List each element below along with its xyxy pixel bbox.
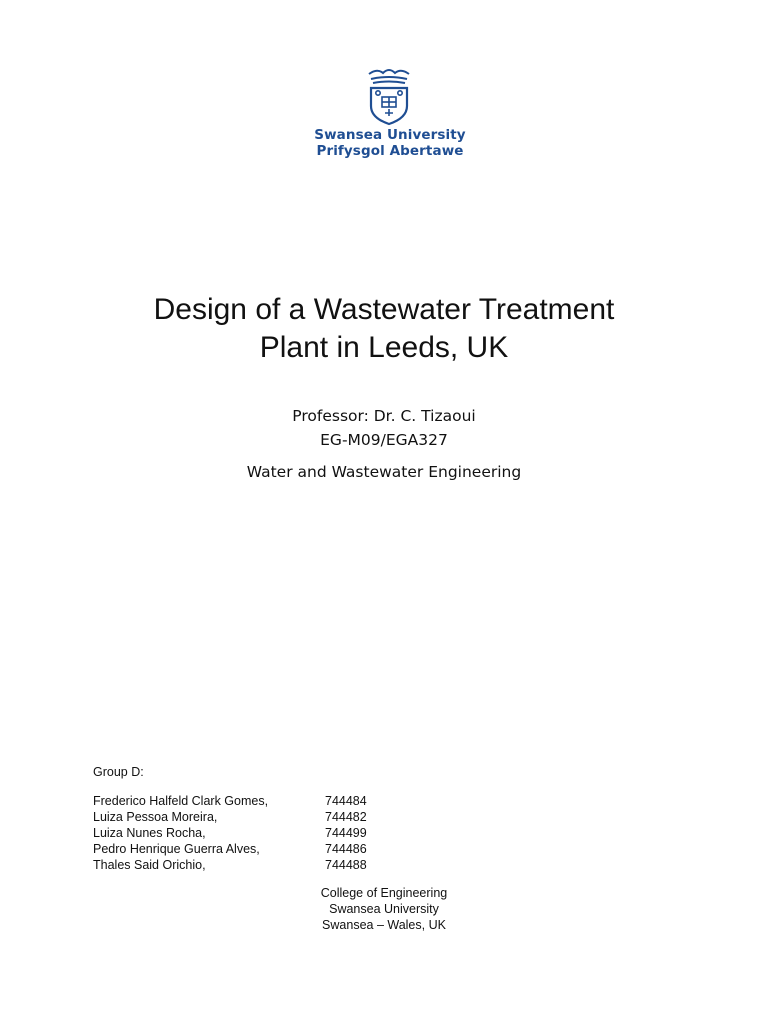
member-id: 744484 [325,794,367,808]
course-name: Water and Wastewater Engineering [246,463,522,481]
member-row [93,809,413,825]
university-crest-icon [363,64,415,126]
member-id: 744499 [325,826,367,840]
member-name: Frederico Halfeld Clark Gomes, [93,794,269,808]
institution-block [284,885,484,933]
university-name-english: Swansea University [314,127,466,143]
member-id: 744488 [325,858,367,872]
title-line-2: Plant in Leeds, UK [259,331,509,364]
title-line-1: Design of a Wastewater Treatment [153,293,615,326]
member-row [93,793,413,809]
member-row [93,857,413,873]
professor-line: Professor: Dr. C. Tizaoui [292,407,476,425]
group-label: Group D: [93,765,144,779]
course-code: EG-M09/EGA327 [320,431,448,449]
member-name: Pedro Henrique Guerra Alves, [93,842,260,856]
member-name: Luiza Pessoa Moreira, [93,810,218,824]
member-name: Thales Said Orichio, [93,858,206,872]
member-id: 744482 [325,810,367,824]
document-title [84,291,684,367]
university-name-welsh: Prifysgol Abertawe [316,143,464,159]
member-row [93,841,413,857]
institution-location: Swansea – Wales, UK [322,918,446,932]
institution-university: Swansea University [329,902,439,916]
member-row [93,825,413,841]
institution-college: College of Engineering [320,886,448,900]
group-member-list [93,793,413,873]
member-id: 744486 [325,842,367,856]
member-name: Luiza Nunes Rocha, [93,826,206,840]
